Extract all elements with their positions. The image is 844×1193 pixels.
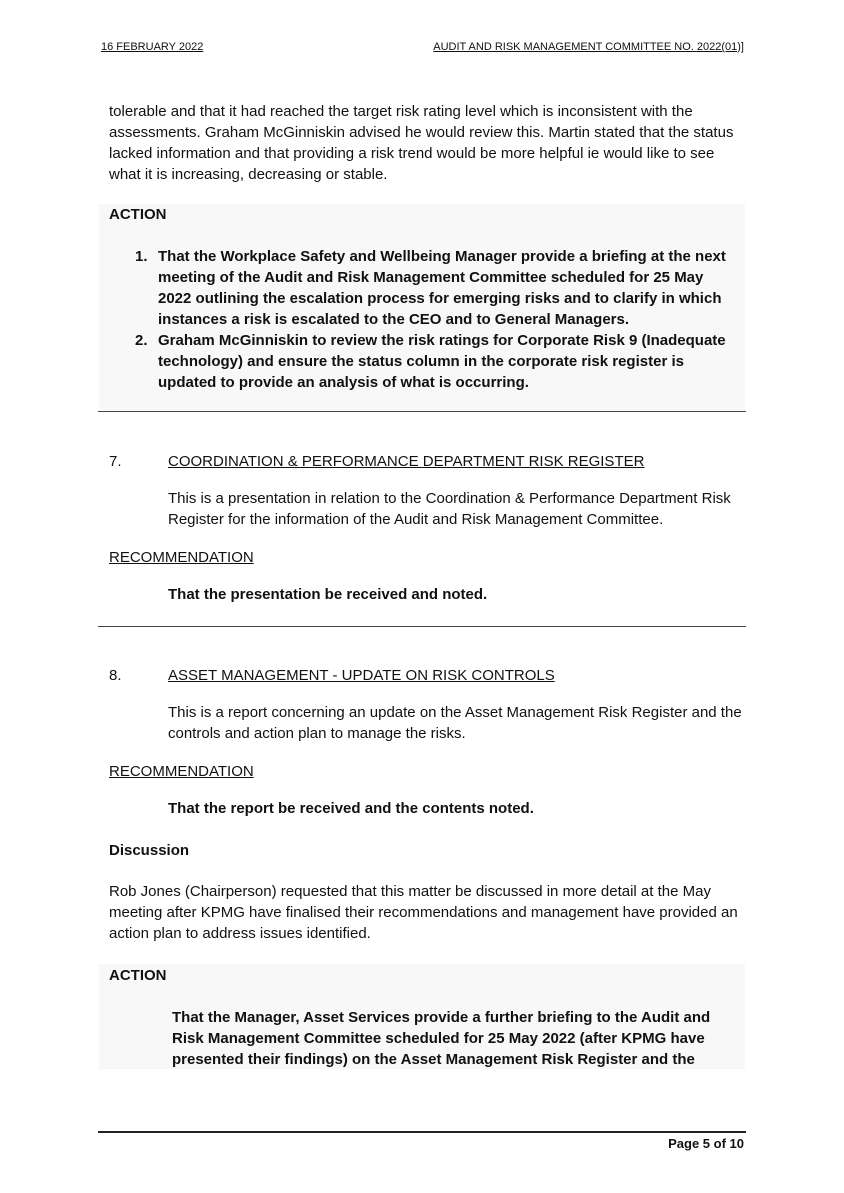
- action-list-1: [109, 246, 729, 393]
- action-item-text: Graham McGinniskin to review the risk ratings for Corporate Risk 9 (Inadequate technology) and ensure the status column in the corporate risk register is updated to provide an analysis of what is occurring.: [158, 332, 726, 391]
- item-7-body: This is a presentation in relation to the Coordination & Performance Department Risk Register for the information of the Audit and Risk Management Committee.: [168, 490, 731, 528]
- intro-paragraph: tolerable and that it had reached the target risk rating level which is inconsistent with the assessments. Graham McGinniskin advised he would review this. Martin stated that the status lacked information and that providing a risk trend would be more helpful ie would like to see what it is increasing, decreasing or stable.: [109, 103, 734, 183]
- item-8-title: ASSET MANAGEMENT - UPDATE ON RISK CONTROLS: [168, 667, 555, 684]
- action-item-2: [109, 330, 729, 393]
- action-item-text: That the Workplace Safety and Wellbeing Manager provide a briefing at the next meeting of the Audit and Risk Management Committee scheduled for 25 May 2022 outlining the escalation process for emerging risks and to clarify in which instances a risk is escalated to the CEO and to General Managers.: [158, 248, 726, 328]
- item-7-number: 7.: [109, 453, 122, 470]
- action-heading-2: ACTION: [109, 967, 167, 984]
- item-8-recommendation-label: RECOMMENDATION: [109, 763, 254, 780]
- action-text-2: That the Manager, Asset Services provide a further briefing to the Audit and Risk Management Committee scheduled for 25 May 2022 (after KPMG have presented their findings) on the Asset Management Risk Register and the: [172, 1009, 711, 1068]
- item-8-number: 8.: [109, 667, 122, 684]
- item-7-recommendation: That the presentation be received and noted.: [168, 586, 488, 603]
- divider: [98, 626, 746, 627]
- action-item-number: 2.: [135, 332, 148, 349]
- discussion-heading: Discussion: [109, 842, 190, 859]
- item-8-recommendation: That the report be received and the contents noted.: [168, 800, 534, 817]
- discussion-body: Rob Jones (Chairperson) requested that this matter be discussed in more detail at the May meeting after KPMG have finalised their recommendations and management have provided an action plan to address issues identified.: [109, 883, 738, 942]
- item-7-title: COORDINATION & PERFORMANCE DEPARTMENT RISK REGISTER: [168, 453, 645, 470]
- footer-rule: [98, 1131, 746, 1133]
- header-committee: AUDIT AND RISK MANAGEMENT COMMITTEE NO. 2022(01)]: [433, 41, 744, 53]
- page-number: Page 5 of 10: [668, 1136, 744, 1151]
- action-item-1: [109, 246, 729, 330]
- header-date: 16 FEBRUARY 2022: [101, 41, 204, 53]
- action-item-number: 1.: [135, 248, 148, 265]
- item-8-body: This is a report concerning an update on the Asset Management Risk Register and the controls and action plan to manage the risks.: [168, 704, 742, 742]
- item-7-recommendation-label: RECOMMENDATION: [109, 549, 254, 566]
- divider: [98, 411, 746, 412]
- action-heading-1: ACTION: [109, 206, 167, 223]
